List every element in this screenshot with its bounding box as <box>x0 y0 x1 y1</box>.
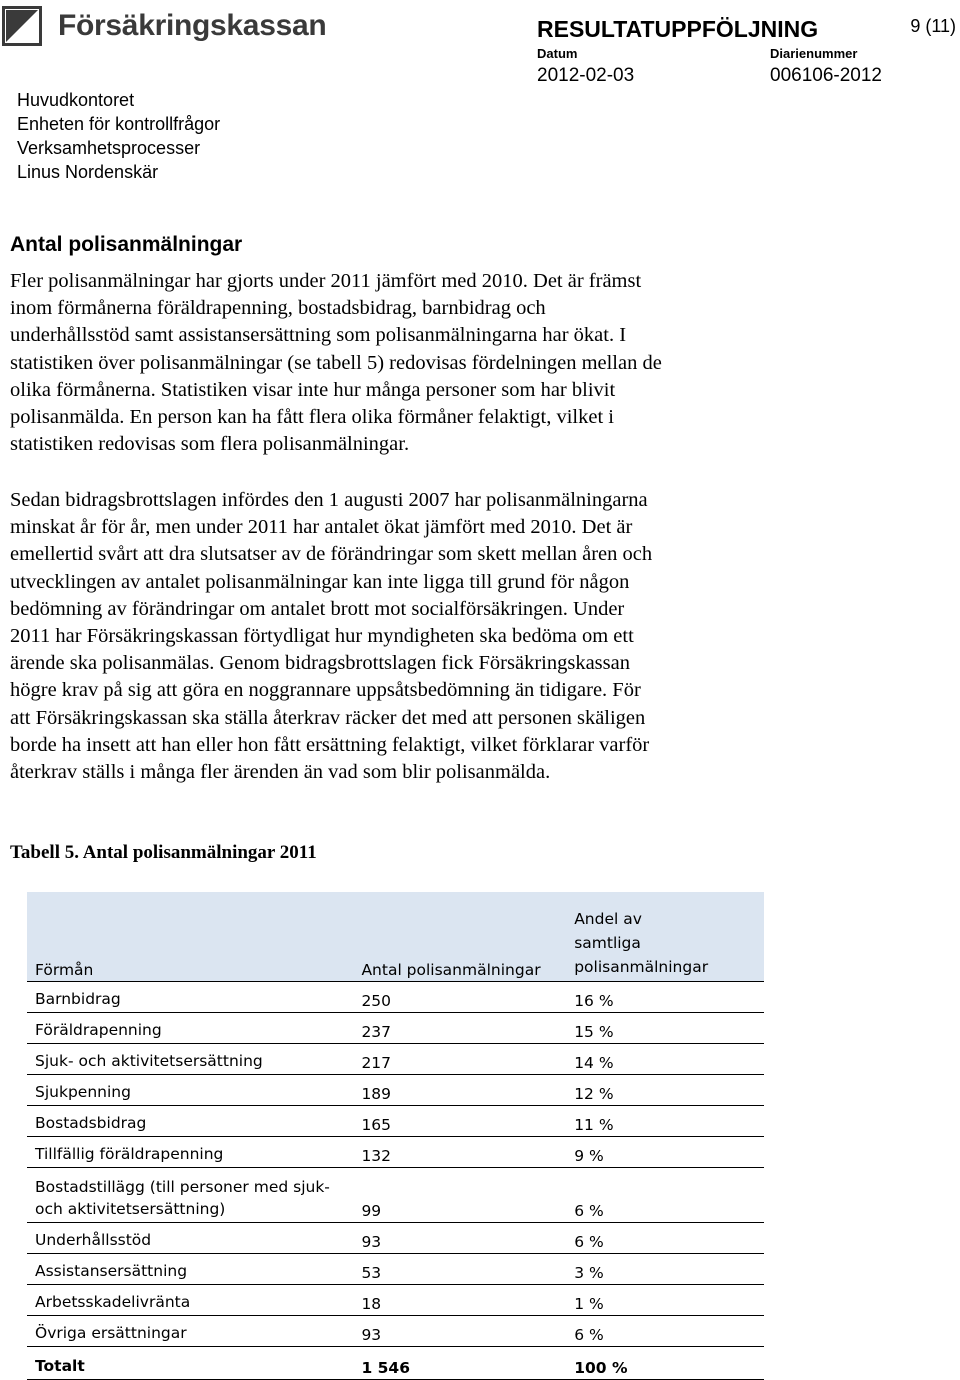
sender-author: Linus Nordenskär <box>17 162 159 182</box>
paragraph-line: minskat år för år, men under 2011 har antalet ökat jämfört med 2010. Det är <box>10 516 633 539</box>
logo-text: Försäkringskassan <box>58 9 327 42</box>
column-header-share-line: polisanmälningar <box>574 958 709 976</box>
paragraph-line: inom förmånerna föräldrapenning, bostadsbidrag, barnbidrag och <box>10 297 546 320</box>
cell-benefit: Sjuk- och aktivitetsersättning <box>27 1044 353 1075</box>
cell-share: 12 % <box>566 1075 764 1106</box>
section-heading: Antal polisanmälningar <box>10 233 243 256</box>
paragraph-line: utvecklingen av antalet polisanmälningar kan inte ligga till grund för någon <box>10 570 630 593</box>
paragraph-line: Fler polisanmälningar har gjorts under 2011 jämfört med 2010. Det är främst <box>10 270 642 292</box>
paragraph-line: ärende ska polisanmälas. Genom bidragsbrottslagen fick Försäkringskassan <box>10 652 630 675</box>
cell-count: 99 <box>353 1168 566 1223</box>
column-header-share-line: Andel av <box>574 910 642 928</box>
police-reports-table <box>27 892 764 1380</box>
date-label: Datum <box>537 46 578 61</box>
paragraph-line: högre krav på sig att göra en noggrannare uppsåtsbedömning än tidigare. För <box>10 679 641 702</box>
table-row <box>27 1316 764 1347</box>
paragraph-line: olika förmånerna. Statistiken visar inte hur många personer som har blivit <box>10 378 616 401</box>
column-header-count: Antal polisanmälningar <box>353 892 566 982</box>
table-row <box>27 1137 764 1168</box>
paragraph-1 <box>10 268 770 458</box>
column-header-benefit: Förmån <box>27 892 353 982</box>
cell-benefit: Underhållsstöd <box>27 1223 353 1254</box>
diary-number-label: Diarienummer <box>770 46 858 61</box>
agency-logo <box>2 2 326 50</box>
table-row <box>27 1044 764 1075</box>
table-row <box>27 1223 764 1254</box>
cell-benefit: Föräldrapenning <box>27 1013 353 1044</box>
cell-count: 93 <box>353 1223 566 1254</box>
logo-mark-icon <box>2 6 42 46</box>
cell-count: 217 <box>353 1044 566 1075</box>
cell-share: 9 % <box>566 1137 764 1168</box>
table-total-row <box>27 1347 764 1380</box>
cell-benefit: Övriga ersättningar <box>27 1316 353 1347</box>
cell-count: 250 <box>353 982 566 1013</box>
cell-count: 93 <box>353 1316 566 1347</box>
cell-share: 1 % <box>566 1285 764 1316</box>
table-row <box>27 1075 764 1106</box>
cell-total-label: Totalt <box>27 1347 353 1380</box>
paragraph-line: emellertid svårt att dra slutsatser av de förändringar som skett mellan åren och <box>10 543 653 566</box>
cell-count: 53 <box>353 1254 566 1285</box>
paragraph-2 <box>10 487 770 786</box>
table-row <box>27 1254 764 1285</box>
paragraph-line: statistiken över polisanmälningar (se tabell 5) redovisas fördelningen mellan de <box>10 351 662 374</box>
sender-block <box>17 88 220 184</box>
cell-count: 189 <box>353 1075 566 1106</box>
sender-office: Huvudkontoret <box>17 90 135 110</box>
cell-count: 18 <box>353 1285 566 1316</box>
table-row <box>27 982 764 1013</box>
cell-benefit-line: Bostadstillägg (till personer med sjuk- <box>35 1178 330 1196</box>
cell-benefit-line: och aktivitetsersättning) <box>35 1200 226 1218</box>
sender-unit: Enheten för kontrollfrågor <box>17 114 221 134</box>
cell-total-share: 100 % <box>566 1347 764 1380</box>
cell-share: 6 % <box>566 1316 764 1347</box>
cell-benefit: Sjukpenning <box>27 1075 353 1106</box>
cell-benefit: Tillfällig föräldrapenning <box>27 1137 353 1168</box>
paragraph-line: bedömning av förändringar om antalet brott mot socialförsäkringen. Under <box>10 597 625 620</box>
table-row <box>27 1013 764 1044</box>
cell-benefit <box>27 1168 353 1223</box>
paragraph-line: polisanmälda. En person kan ha fått flera olika förmåner felaktigt, vilket i <box>10 406 614 429</box>
cell-benefit: Arbetsskadelivränta <box>27 1285 353 1316</box>
table-row <box>27 1168 764 1223</box>
cell-share: 6 % <box>566 1223 764 1254</box>
cell-benefit: Bostadsbidrag <box>27 1106 353 1137</box>
cell-benefit: Assistansersättning <box>27 1254 353 1285</box>
cell-share: 14 % <box>566 1044 764 1075</box>
cell-share: 3 % <box>566 1254 764 1285</box>
cell-benefit: Barnbidrag <box>27 982 353 1013</box>
diary-number-value: 006106-2012 <box>770 65 882 86</box>
cell-count: 237 <box>353 1013 566 1044</box>
page-number: 9 (11) <box>910 16 956 36</box>
cell-share: 6 % <box>566 1168 764 1223</box>
cell-share: 16 % <box>566 982 764 1013</box>
paragraph-line: borde ha insett att han eller hon fått ersättning felaktigt, vilket förklarar varför <box>10 733 650 756</box>
cell-count: 165 <box>353 1106 566 1137</box>
table-row <box>27 1106 764 1137</box>
column-header-share-line: samtliga <box>574 934 641 952</box>
cell-total-count: 1 546 <box>353 1347 566 1380</box>
sender-department: Verksamhetsprocesser <box>17 138 201 158</box>
paragraph-line: Sedan bidragsbrottslagen infördes den 1 augusti 2007 har polisanmälningarna <box>10 489 648 511</box>
column-header-share <box>566 892 764 982</box>
table-caption: Tabell 5. Antal polisanmälningar 2011 <box>10 842 317 863</box>
date-value: 2012-02-03 <box>537 65 635 86</box>
paragraph-line: att Försäkringskassan ska ställa återkrav räcker det med att personen skäligen <box>10 706 646 729</box>
table-header-row <box>27 892 764 982</box>
paragraph-line: 2011 har Försäkringskassan förtydligat hur myndigheten ska bedöma om ett <box>10 625 634 648</box>
paragraph-line: underhållsstöd samt assistansersättning som polisanmälningarna har ökat. I <box>10 324 627 347</box>
cell-share: 11 % <box>566 1106 764 1137</box>
cell-count: 132 <box>353 1137 566 1168</box>
paragraph-line: återkrav ställs i många fler ärenden än vad som blir polisanmälda. <box>10 761 551 784</box>
paragraph-line: statistiken redovisas som flera polisanmälningar. <box>10 433 410 456</box>
document-type: RESULTATUPPFÖLJNING <box>537 16 819 42</box>
cell-share: 15 % <box>566 1013 764 1044</box>
table-row <box>27 1285 764 1316</box>
